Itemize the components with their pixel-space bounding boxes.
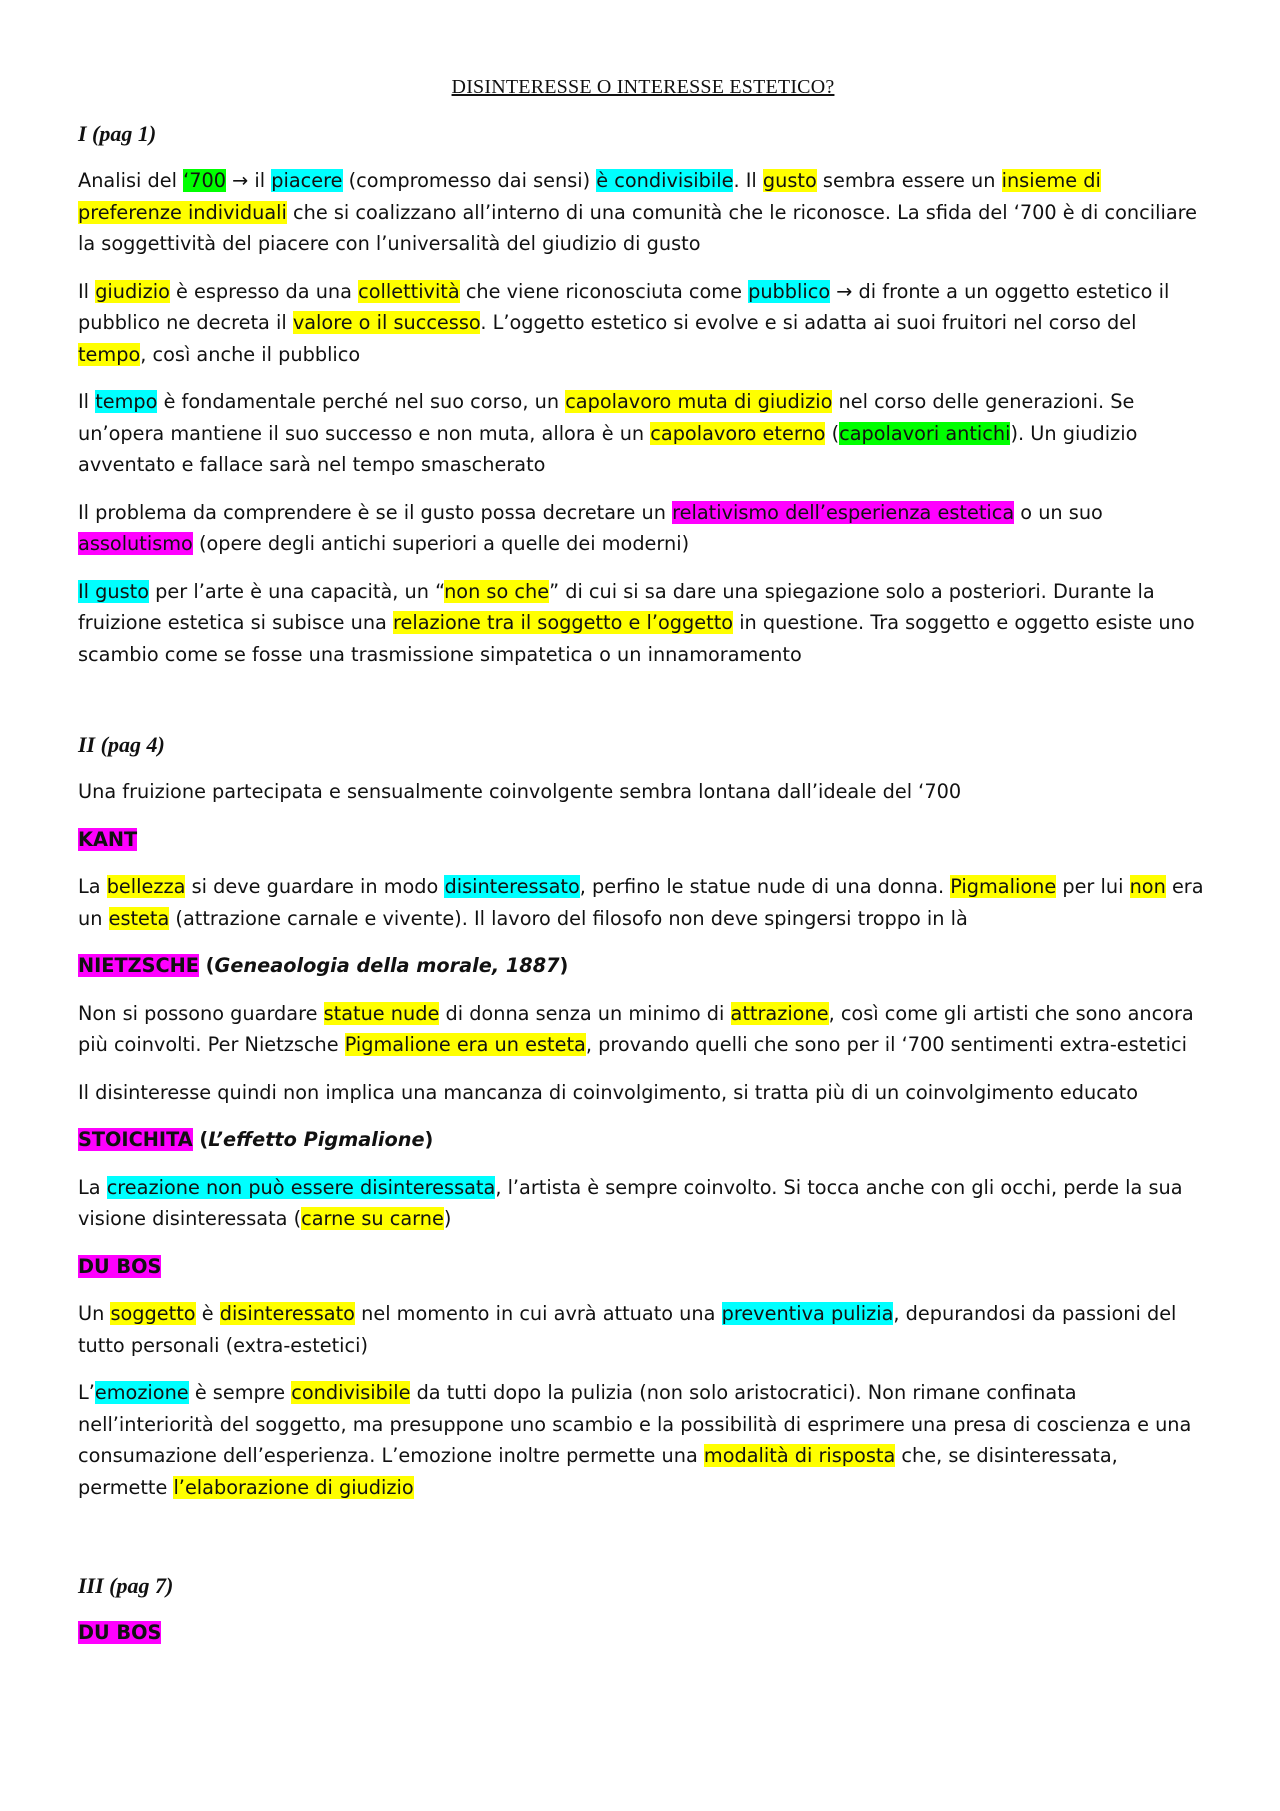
paragraph: Il tempo è fondamentale perché nel suo corso, un capolavoro muta di giudizio nel corso delle generazioni. Se un’opera mantiene il suo successo e non muta, allora è un capolavoro eterno (capolavori antichi). Un giudizio avventato e fallace sarà nel tempo smascherato xyxy=(78,390,1138,476)
spacer xyxy=(78,1519,1208,1573)
section-heading-2: II (pag 4) xyxy=(78,732,165,757)
paragraph: Il problema da comprendere è se il gusto possa decretare un relativismo dell’esperienza estetica o un suo assolutismo (opere degli antichi superiori a quelle dei moderni) xyxy=(78,500,1103,555)
paragraph: Il giudizio è espresso da una collettività che viene riconosciuta come pubblico → di fronte a un oggetto estetico il pubblico ne decreta il valore o il successo. L’oggetto estetico si evolve e si adatta ai suoi fruitori nel corso del tempo, così anche il pubblico xyxy=(78,279,1170,366)
paragraph: La bellezza si deve guardare in modo disinteressato, perfino le statue nude di una donna. Pigmalione per lui non era un esteta (attrazione carnale e vivente). Il lavoro del filosofo non deve spingersi troppo in là xyxy=(78,875,1204,930)
section-heading-1: I (pag 1) xyxy=(78,121,157,146)
paragraph: Analisi del ‘700 → il piacere (compromesso dai sensi) è condivisibile. Il gusto sembra essere un insieme di preferenze individuali che si coalizzano all’interno di una comunità che le riconosce. La sfida del ‘700 è di conciliare la soggettività del piacere con l’universalità del giudizio di gusto xyxy=(78,169,1197,255)
paragraph: Il disinteresse quindi non implica una mancanza di coinvolgimento, si tratta più di un coinvolgimento educato xyxy=(78,1080,1138,1104)
document-body xyxy=(78,76,1208,1665)
author-label-dubos: DU BOS xyxy=(78,1254,162,1278)
paragraph: Una fruizione partecipata e sensualmente coinvolgente sembra lontana dall’ideale del ‘700 xyxy=(78,780,962,803)
paragraph: Il gusto per l’arte è una capacità, un “non so che” di cui si sa dare una spiegazione solo a posteriori. Durante la fruizione estetica si subisce una relazione tra il soggetto e l’oggetto in questione. Tra soggetto e oggetto esiste uno scambio come se fosse una trasmissione simpatetica o un innamoramento xyxy=(78,579,1195,666)
author-label-dubos-2: DU BOS xyxy=(78,1621,162,1644)
spacer xyxy=(78,686,1208,732)
document-title: DISINTERESSE O INTERESSE ESTETICO? xyxy=(451,76,835,98)
author-label-nietzsche: NIETZSCHE (Geneaologia della morale, 1887) xyxy=(78,954,569,977)
paragraph: Non si possono guardare statue nude di donna senza un minimo di attrazione, così come gli artisti che sono ancora più coinvolti. Per Nietzsche Pigmalione era un esteta, provando quelli che sono per il ‘700 sentimenti extra-estetici xyxy=(78,1001,1194,1056)
paragraph: La creazione non può essere disinteressata, l’artista è sempre coinvolto. Si tocca anche con gli occhi, perde la sua visione disinteressata (carne su carne) xyxy=(78,1175,1183,1230)
author-label-kant: KANT xyxy=(78,827,138,851)
paragraph: L’emozione è sempre condivisibile da tutti dopo la pulizia (non solo aristocratici). Non rimane confinata nell’interiorità del soggetto, ma presuppone uno scambio e la possibilità di esprimere una presa di coscienza e una consumazione dell’esperienza. L’emozione inoltre permette una modalità di risposta che, se disinteressata, permette l’elaborazione di giudizio xyxy=(78,1381,1192,1499)
section-heading-3: III (pag 7) xyxy=(78,1573,174,1598)
author-label-stoichita: STOICHITA (L’effetto Pigmalione) xyxy=(78,1128,434,1151)
paragraph: Un soggetto è disinteressato nel momento in cui avrà attuato una preventiva pulizia, depurandosi da passioni del tutto personali (extra-estetici) xyxy=(78,1302,1177,1357)
